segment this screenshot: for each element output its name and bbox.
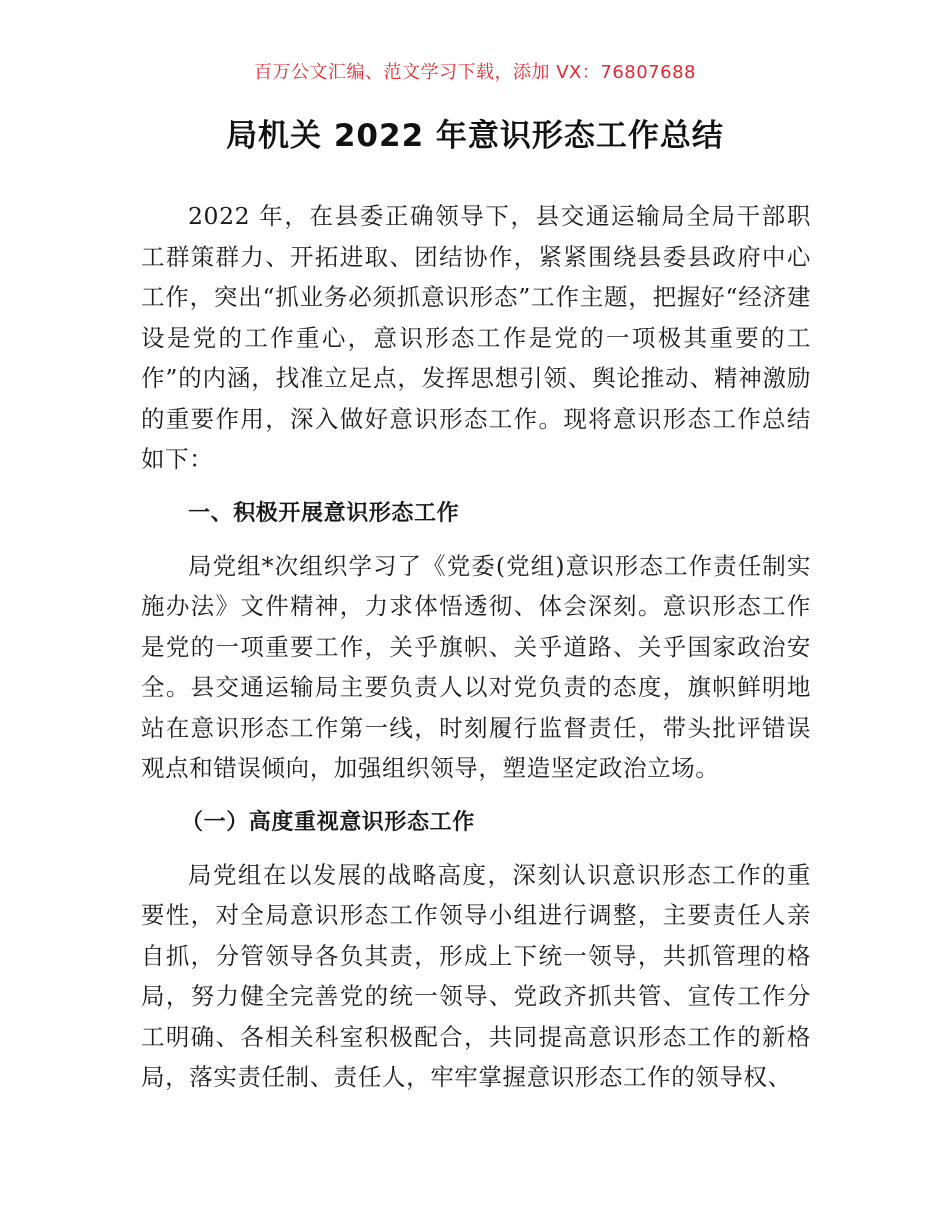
document-title: 局机关 2022 年意识形态工作总结 xyxy=(226,118,724,154)
intro-paragraph: 2022 年，在县委正确领导下，县交通运输局全局干部职工群策群力、开拓进取、团结协作，紧紧围绕县委县政府中心工作，突出“抓业务必须抓意识形态”工作主题，把握好“经济建设是党的工作重心，意识形态工作是党的一项极其重要的工作”的内涵，找准立足点，发挥思想引领、舆论推动、精神激励的重要作用，深入做好意识形态工作。现将意识形态工作总结如下： xyxy=(141,202,811,473)
subsection-1-paragraph: 局党组在以发展的战略高度，深刻认识意识形态工作的重要性，对全局意识形态工作领导小组进行调整，主要责任人亲自抓，分管领导各负其责，形成上下统一领导，共抓管理的格局，努力健全完善党的统一领导、党政齐抓共管、宣传工作分工明确、各相关科室积极配合，共同提高意识形态工作的新格局，落实责任制、责任人，牢牢掌握意识形态工作的领导权、 xyxy=(141,860,811,1091)
document-body xyxy=(141,196,811,1098)
subsection-heading-1: （一）高度重视意识形态工作 xyxy=(181,809,475,835)
section-1-paragraph: 局党组*次组织学习了《党委(党组)意识形态工作责任制实施办法》文件精神，力求体悟透彻、体会深刻。意识形态工作是党的一项重要工作，关乎旗帜、关乎道路、关乎国家政治安全。县交通运输局主要负责人以对党负责的态度，旗帜鲜明地站在意识形态工作第一线，时刻履行监督责任，带头批评错误观点和错误倾向，加强组织领导，塑造坚定政治立场。 xyxy=(141,551,811,782)
section-heading-1: 一、积极开展意识形态工作 xyxy=(188,500,460,526)
watermark-banner: 百万公文汇编、范文学习下载，添加 VX：76807688 xyxy=(254,62,696,83)
